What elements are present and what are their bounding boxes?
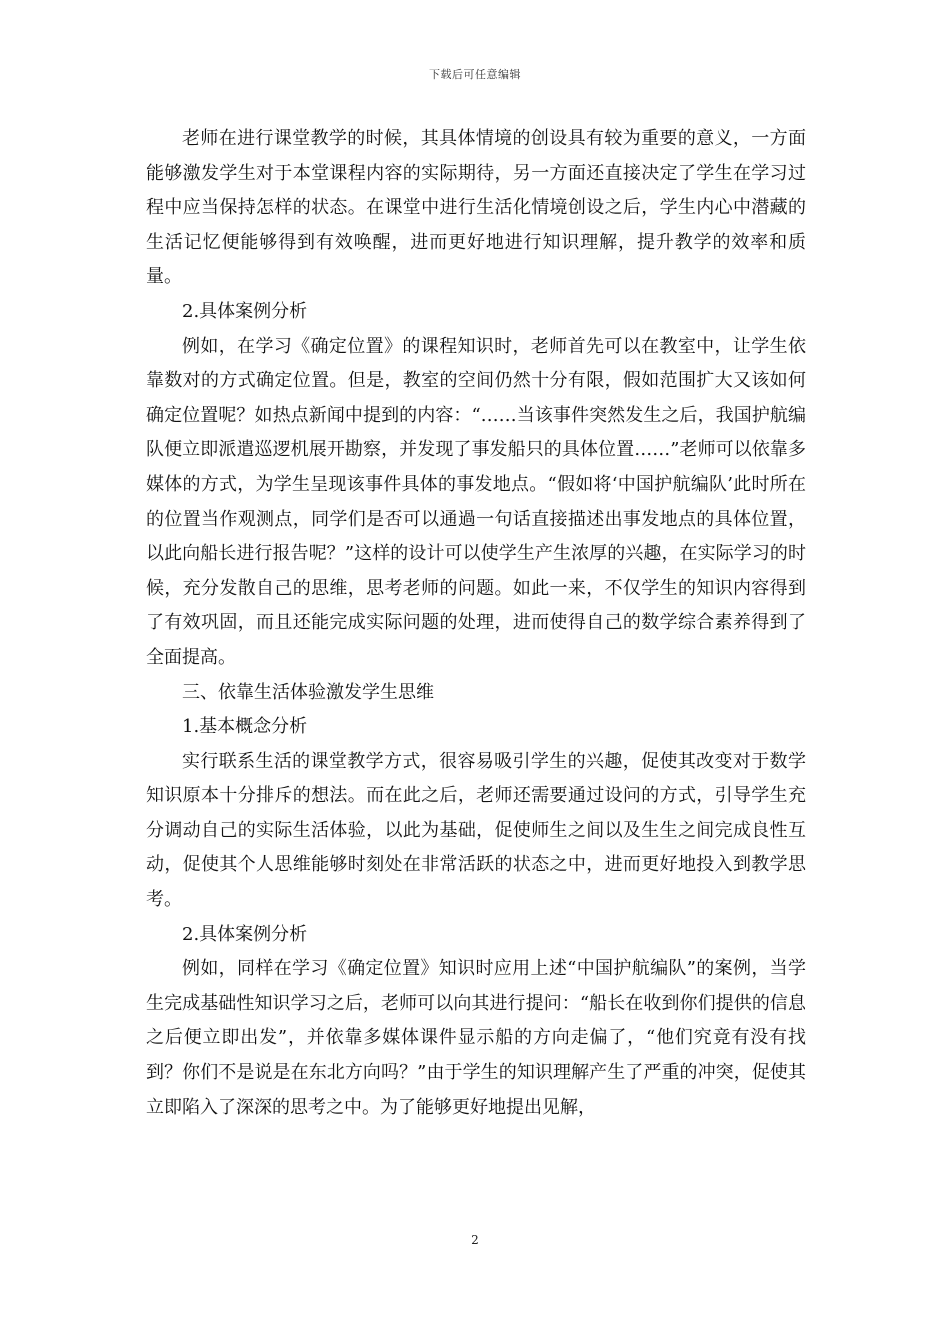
page-header: 下载后可任意编辑	[429, 68, 521, 81]
paragraph: 例如，同样在学习《确定位置》知识时应用上述“中国护航编队”的案例，当学生完成基础性知识学习之后，老师可以向其进行提问：“船长在收到你们提供的信息之后便立即出发”，并依靠多媒体课件显示船的方向走偏了，“他们究竟有没有找到？你们不是说是在东北方向吗？”由于学生的知识理解产生了严重的冲突，促使其立即陷入了深深的思考之中。为了能够更好地提出见解，	[146, 958, 806, 1118]
section-heading: 2.具体案例分析	[182, 300, 308, 322]
section-heading: 三、依靠生活体验激发学生思维	[182, 681, 434, 703]
paragraph: 例如，在学习《确定位置》的课程知识时，老师首先可以在教室中，让学生依靠数对的方式确定位置。但是，教室的空间仍然十分有限，假如范围扩大又该如何确定位置呢？如热点新闻中提到的内容：“……当该事件突然发生之后，我国护航编队便立即派遣巡逻机展开勘察，并发现了事发船只的具体位置……”老师可以依靠多媒体的方式，为学生呈现该事件具体的事发地点。“假如将‘中国护航编队’此时所在的位置当作观测点，同学们是否可以通過一句话直接描述出事发地点的具体位置，以此向船长进行报告呢？”这样的设计可以使学生产生浓厚的兴趣，在实际学习的时候，充分发散自己的思维，思考老师的问题。如此一来，不仅学生的知识内容得到了有效巩固，而且还能完成实际问题的处理，进而使得自己的数学综合素养得到了全面提高。	[146, 335, 806, 668]
section-heading: 2.具体案例分析	[182, 923, 308, 945]
section-heading: 1.基本概念分析	[182, 716, 308, 738]
page-number: 2	[471, 1233, 479, 1247]
paragraph: 实行联系生活的课堂教学方式，很容易吸引学生的兴趣，促使其改变对于数学知识原本十分排斥的想法。而在此之后，老师还需要通过设问的方式，引导学生充分调动自己的实际生活体验，以此为基础，促使师生之间以及生生之间完成良性互动，促使其个人思维能够时刻处在非常活跃的状态之中，进而更好地投入到教学思考。	[146, 750, 806, 911]
paragraph: 老师在进行课堂教学的时候，其具体情境的创设具有较为重要的意义，一方面能够激发学生对于本堂课程内容的实际期待，另一方面还直接决定了学生在学习过程中应当保持怎样的状态。在课堂中进行生活化情境创设之后，学生内心中潜藏的生活记忆便能够得到有效唤醒，进而更好地进行知识理解，提升教学的效率和质量。	[146, 128, 806, 288]
document-body	[146, 122, 806, 1125]
